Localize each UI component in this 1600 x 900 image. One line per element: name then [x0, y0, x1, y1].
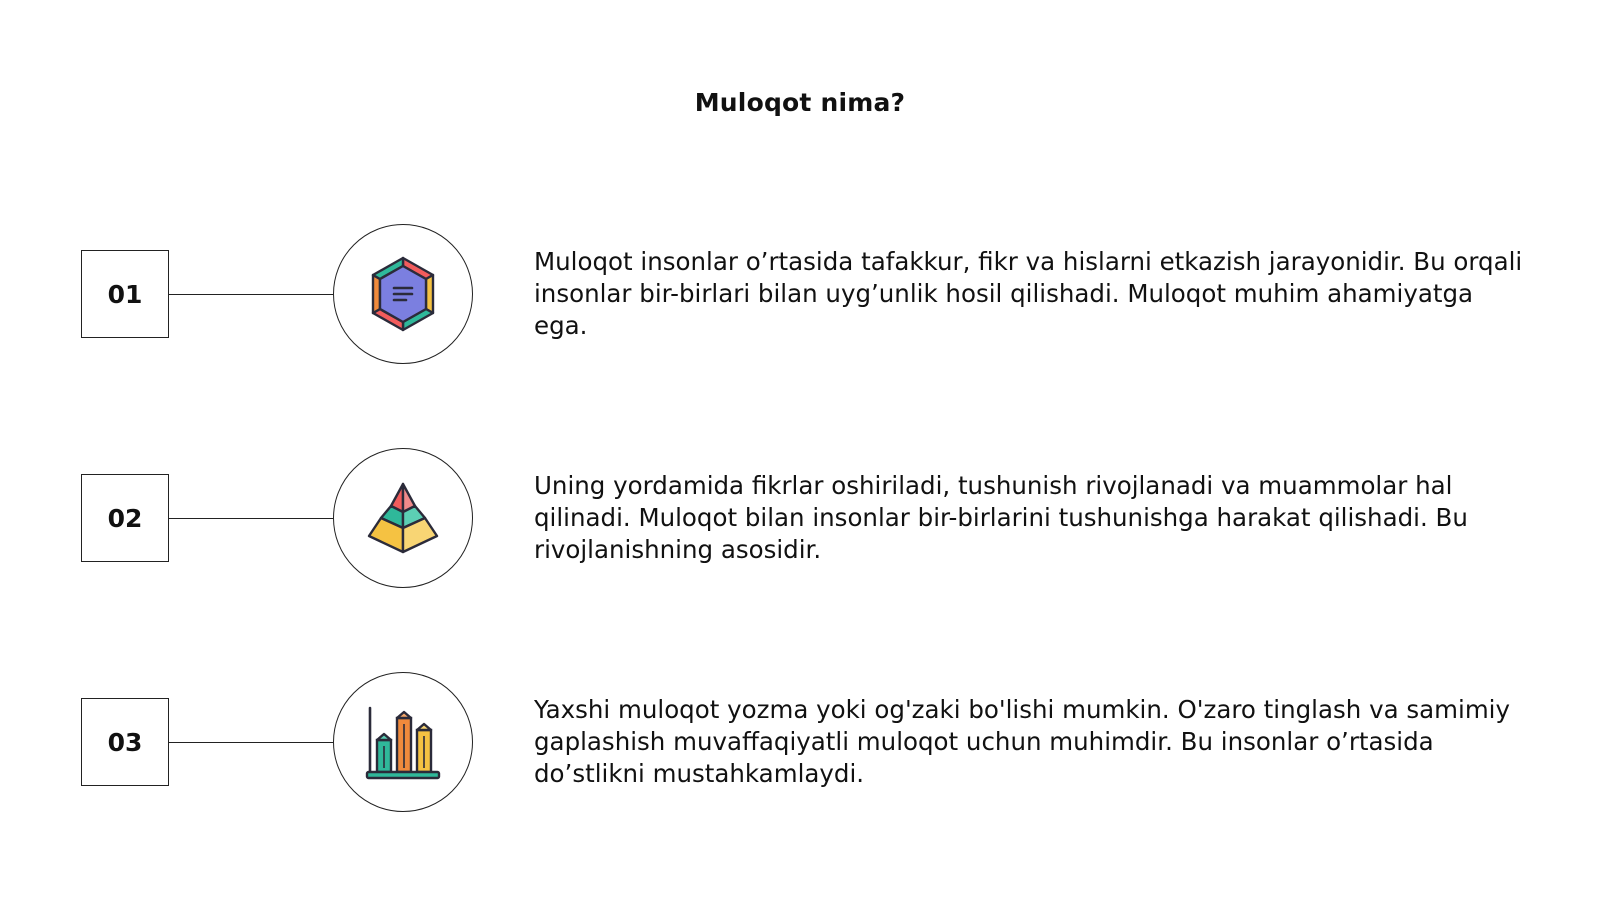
connector-line: [169, 742, 333, 743]
icon-circle: [333, 448, 473, 588]
item-number-box: 03: [81, 698, 169, 786]
hexagon-document-icon: [361, 252, 445, 336]
icon-circle: [333, 672, 473, 812]
list-item: [0, 672, 1600, 812]
item-number-box: 01: [81, 250, 169, 338]
item-description: Yaxshi muloqot yozma yoki og'zaki bo'lishi mumkin. O'zaro tinglash va samimiy gaplashish muvaffaqiyatli muloqot uchun muhimdir. Bu insonlar o’rtasida do’stlikni mustahkamlaydi.: [534, 695, 1510, 788]
connector-line: [169, 518, 333, 519]
slide-title: Muloqot nima?: [694, 88, 906, 117]
item-description: Muloqot insonlar o’rtasida tafakkur, fikr va hislarni etkazish jarayonidir. Bu orqali insonlar bir-birlari bilan uyg’unlik hosil qilishadi. Muloqot muhim ahamiyatga ega.: [534, 247, 1523, 340]
bar-chart-icon: [361, 700, 445, 784]
connector-line: [169, 294, 333, 295]
item-number-box: 02: [81, 474, 169, 562]
pyramid-icon: [361, 476, 445, 560]
icon-circle: [333, 224, 473, 364]
list-item: [0, 224, 1600, 364]
item-description: Uning yordamida fikrlar oshiriladi, tushunish rivojlanadi va muammolar hal qilinadi. Muloqot bilan insonlar bir-birlarini tushunishga harakat qilishadi. Bu rivojlanishning asosidir.: [534, 471, 1468, 564]
list-item: [0, 448, 1600, 588]
